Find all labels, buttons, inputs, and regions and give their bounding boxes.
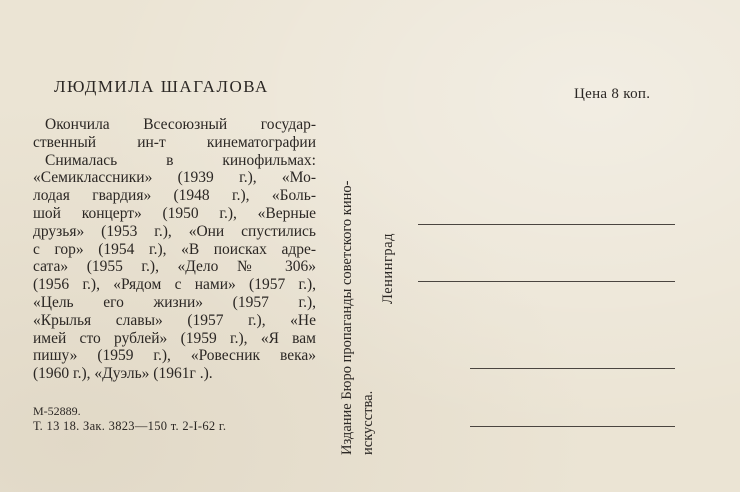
address-line — [470, 368, 675, 369]
bio-line: «Крылья славы» (1957 г.), «Не — [33, 311, 316, 329]
catalog-code: М-52889. — [33, 404, 81, 418]
bio-line: имей сто рублей» (1959 г.), «Я вам — [33, 329, 316, 347]
bio-line: друзья» (1953 г.), «Они спустились — [33, 222, 316, 240]
publisher-city: Ленинград — [380, 233, 396, 304]
bio-line: с гор» (1954 г.), «В поисках адре- — [33, 240, 316, 258]
actress-name-title: ЛЮДМИЛА ШАГАЛОВА — [54, 77, 269, 96]
address-line — [418, 281, 675, 282]
publisher-line-continued: искусства. — [360, 390, 376, 455]
bio-line: Окончила Всесоюзный государ- — [45, 116, 316, 133]
bio-line: «Цель его жизни» (1957 г.), — [33, 293, 316, 311]
bio-line: «Семиклассники» (1939 г.), «Мо- — [33, 169, 316, 187]
biography-text — [33, 116, 316, 383]
address-line — [418, 224, 675, 225]
bio-line: Снималась в кинофильмах: — [45, 151, 316, 169]
bio-line: лодая гвардия» (1948 г.), «Боль- — [33, 187, 316, 205]
bio-line: сата» (1955 г.), «Дело № 306» — [33, 258, 316, 276]
price-label: Цена 8 коп. — [574, 86, 651, 102]
publisher-line: Издание Бюро пропаганды советского кино- — [339, 180, 355, 455]
address-line — [470, 426, 675, 427]
bio-line: (1960 г.), «Дуэль» (1961г .). — [33, 365, 213, 383]
print-run-info: Т. 13 18. Зак. 3823—150 т. 2-I-62 г. — [33, 419, 227, 433]
bio-line: ственный ин-т кинематографии — [33, 133, 316, 151]
bio-line: шой концерт» (1950 г.), «Верные — [33, 204, 316, 222]
bio-line: (1956 г.), «Рядом с нами» (1957 г.), — [33, 276, 316, 294]
bio-line: пишу» (1959 г.), «Ровесник века» — [33, 347, 316, 365]
